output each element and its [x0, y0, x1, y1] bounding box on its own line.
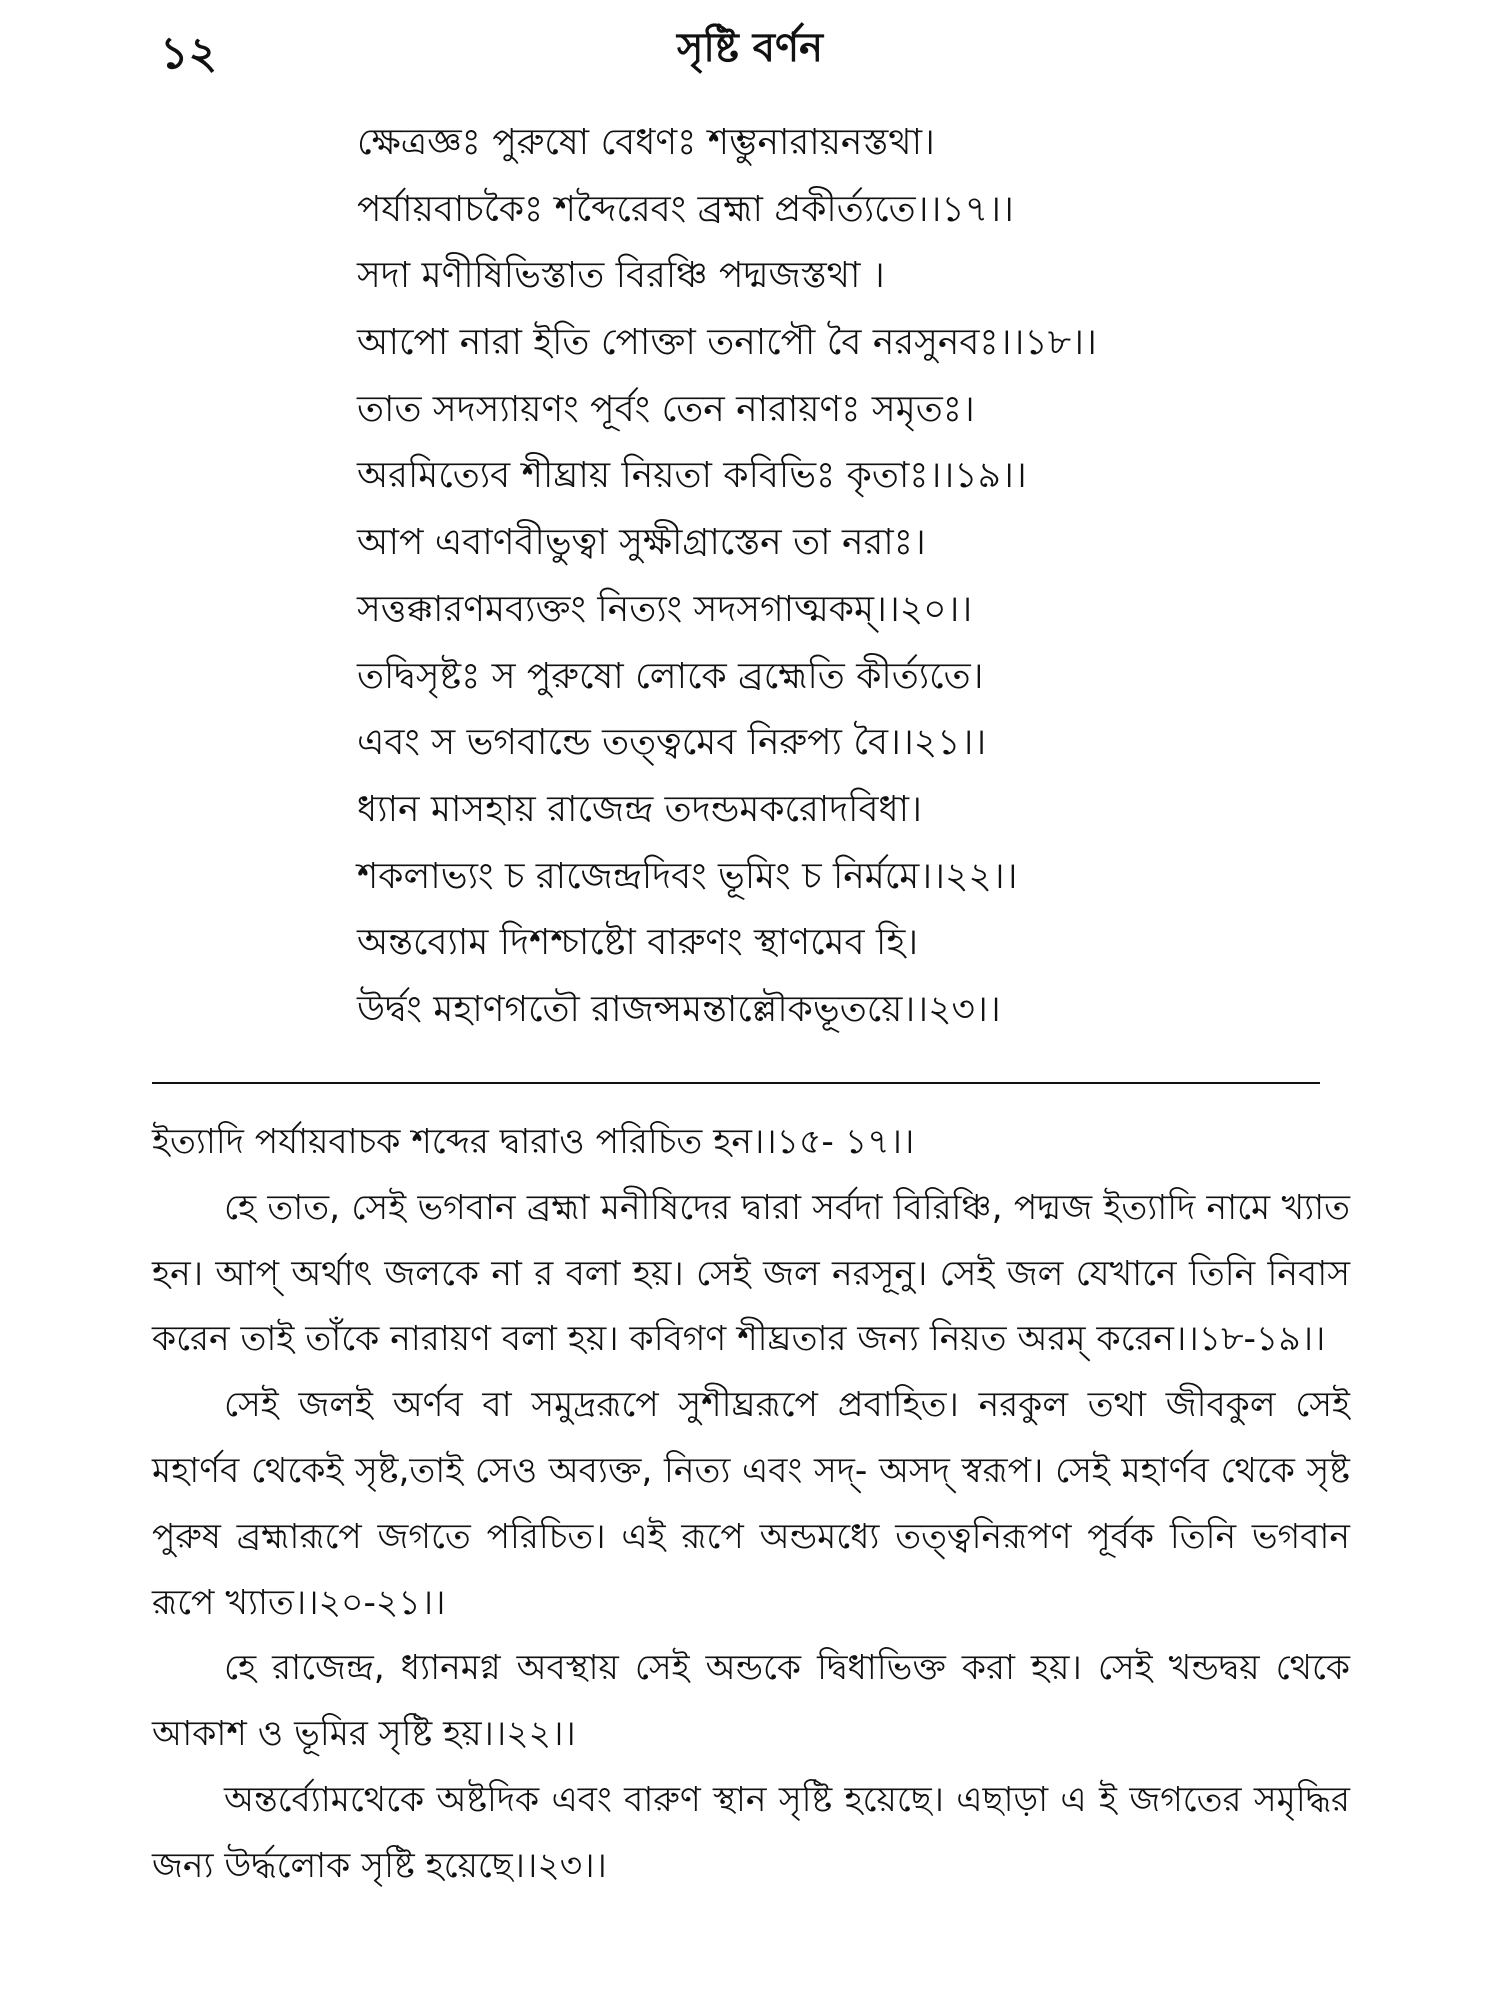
verse-line: অরমিত্যেব শীঘ্রায় নিয়তা কবিভিঃ কৃতাঃ।।১৯।। — [357, 455, 1027, 497]
verse-line: আপো নারা ইতি পোক্তা তনাপৌ বৈ নরসুনবঃ।।১৮।। — [357, 322, 1097, 364]
commentary-paragraph: হে তাত, সেই ভগবান ব্রহ্মা মনীষিদের দ্বারা সর্বদা বিরিঞ্চি, পদ্মজ ইত্যাদি নামে খ্যাত হন। আপ্ অর্থাৎ জলকে না র বলা হয়। সেই জল নরসূনু। সেই জল যেখানে তিনি নিবাস করেন তাই তাঁকে নারায়ণ বলা হয়। কবিগণ শীঘ্রতার জন্য নিয়ত অরম্ করেন।।১৮-১৯।। — [152, 1187, 1350, 1360]
verse-line: সত্তক্কারণমব্যক্তং নিত্যং সদসগাত্মকম্।।২০।। — [357, 588, 973, 630]
commentary-paragraph: অন্তর্ব্যোমথেকে অষ্টদিক এবং বারুণ স্থান সৃষ্টি হয়েছে। এছাড়া এ ই জগতের সমৃদ্ধির জন্য উর্দ্ধলোক সৃষ্টি হয়েছে।।২৩।। — [152, 1779, 1350, 1886]
verse-line: সদা মণীষিভিস্তাত বিরঞ্চি পদ্মজস্তথা । — [357, 255, 885, 297]
verse-line: অন্তব্যোম দিশশ্চাষ্টো বারুণং স্থাণমেব হি। — [357, 922, 919, 964]
verse-line: আপ এবাণবীভুত্বা সুক্ষীগ্রাস্তেন তা নরাঃ। — [357, 522, 926, 564]
verse-block — [357, 110, 1097, 1044]
commentary-paragraph: হে রাজেন্দ্র, ধ্যানমগ্ন অবস্থায় সেই অন্ডকে দ্বিধাভিক্ত করা হয়। সেই খন্ডদ্বয় থেকে আকাশ ও ভূমির সৃষ্টি হয়।।২২।। — [152, 1648, 1350, 1755]
verse-line: ক্ষেত্রজ্ঞঃ পুরুষো বেধণঃ শম্ভুনারায়নস্তথা। — [357, 122, 935, 163]
verse-line: তদ্বিসৃষ্টঃ স পুরুষো লোকে ব্রহ্মেতি কীর্ত্যতে। — [357, 655, 984, 697]
verse-line: তাত সদস্যায়ণং পূর্বং তেন নারায়ণঃ সমৃতঃ। — [357, 388, 975, 430]
commentary-paragraph: সেই জলই অর্ণব বা সমুদ্ররূপে সুশীঘ্ররূপে প্রবাহিত। নরকুল তথা জীবকুল সেই মহার্ণব থেকেই সৃষ্ট,তাই সেও অব্যক্ত, নিত্য এবং সদ্- অসদ্ স্বরূপ। সেই মহার্ণব থেকে সৃষ্ট পুরুষ ব্রহ্মারূপে জগতে পরিচিত। এই রূপে অন্ডমধ্যে তত্ত্বনিরূপণ পূর্বক তিনি ভগবান রূপে খ্যাত।।২০-২১।। — [152, 1385, 1350, 1623]
verse-line: এবং স ভগবান্ডে তত্ত্বমেব নিরুপ্য বৈ।।২১।। — [357, 722, 987, 764]
section-divider — [152, 1082, 1320, 1084]
page-title: সৃষ্টি বর্ণন — [676, 25, 824, 71]
verse-line: উর্দ্বং মহাণগতৌ রাজন্সমন্তাল্লৌকভূতয়ে।।২৩।। — [357, 988, 1001, 1030]
page-number: ১২ — [160, 28, 218, 79]
commentary-block — [152, 1110, 1350, 1900]
verse-line: পর্যায়বাচকৈঃ শব্দৈরেবং ব্রহ্মা প্রকীর্ত্যতে।।১৭।। — [357, 188, 1014, 230]
commentary-paragraph: ইত্যাদি পর্যায়বাচক শব্দের দ্বারাও পরিচিত হন।।১৫- ১৭।। — [152, 1122, 915, 1162]
verse-line: ধ্যান মাসহায় রাজেন্দ্র তদন্ডমকরোদবিধা। — [357, 788, 922, 830]
verse-line: শকলাভ্যং চ রাজেন্দ্রদিবং ভূমিং চ নির্মমে।।২২।। — [357, 855, 1018, 897]
